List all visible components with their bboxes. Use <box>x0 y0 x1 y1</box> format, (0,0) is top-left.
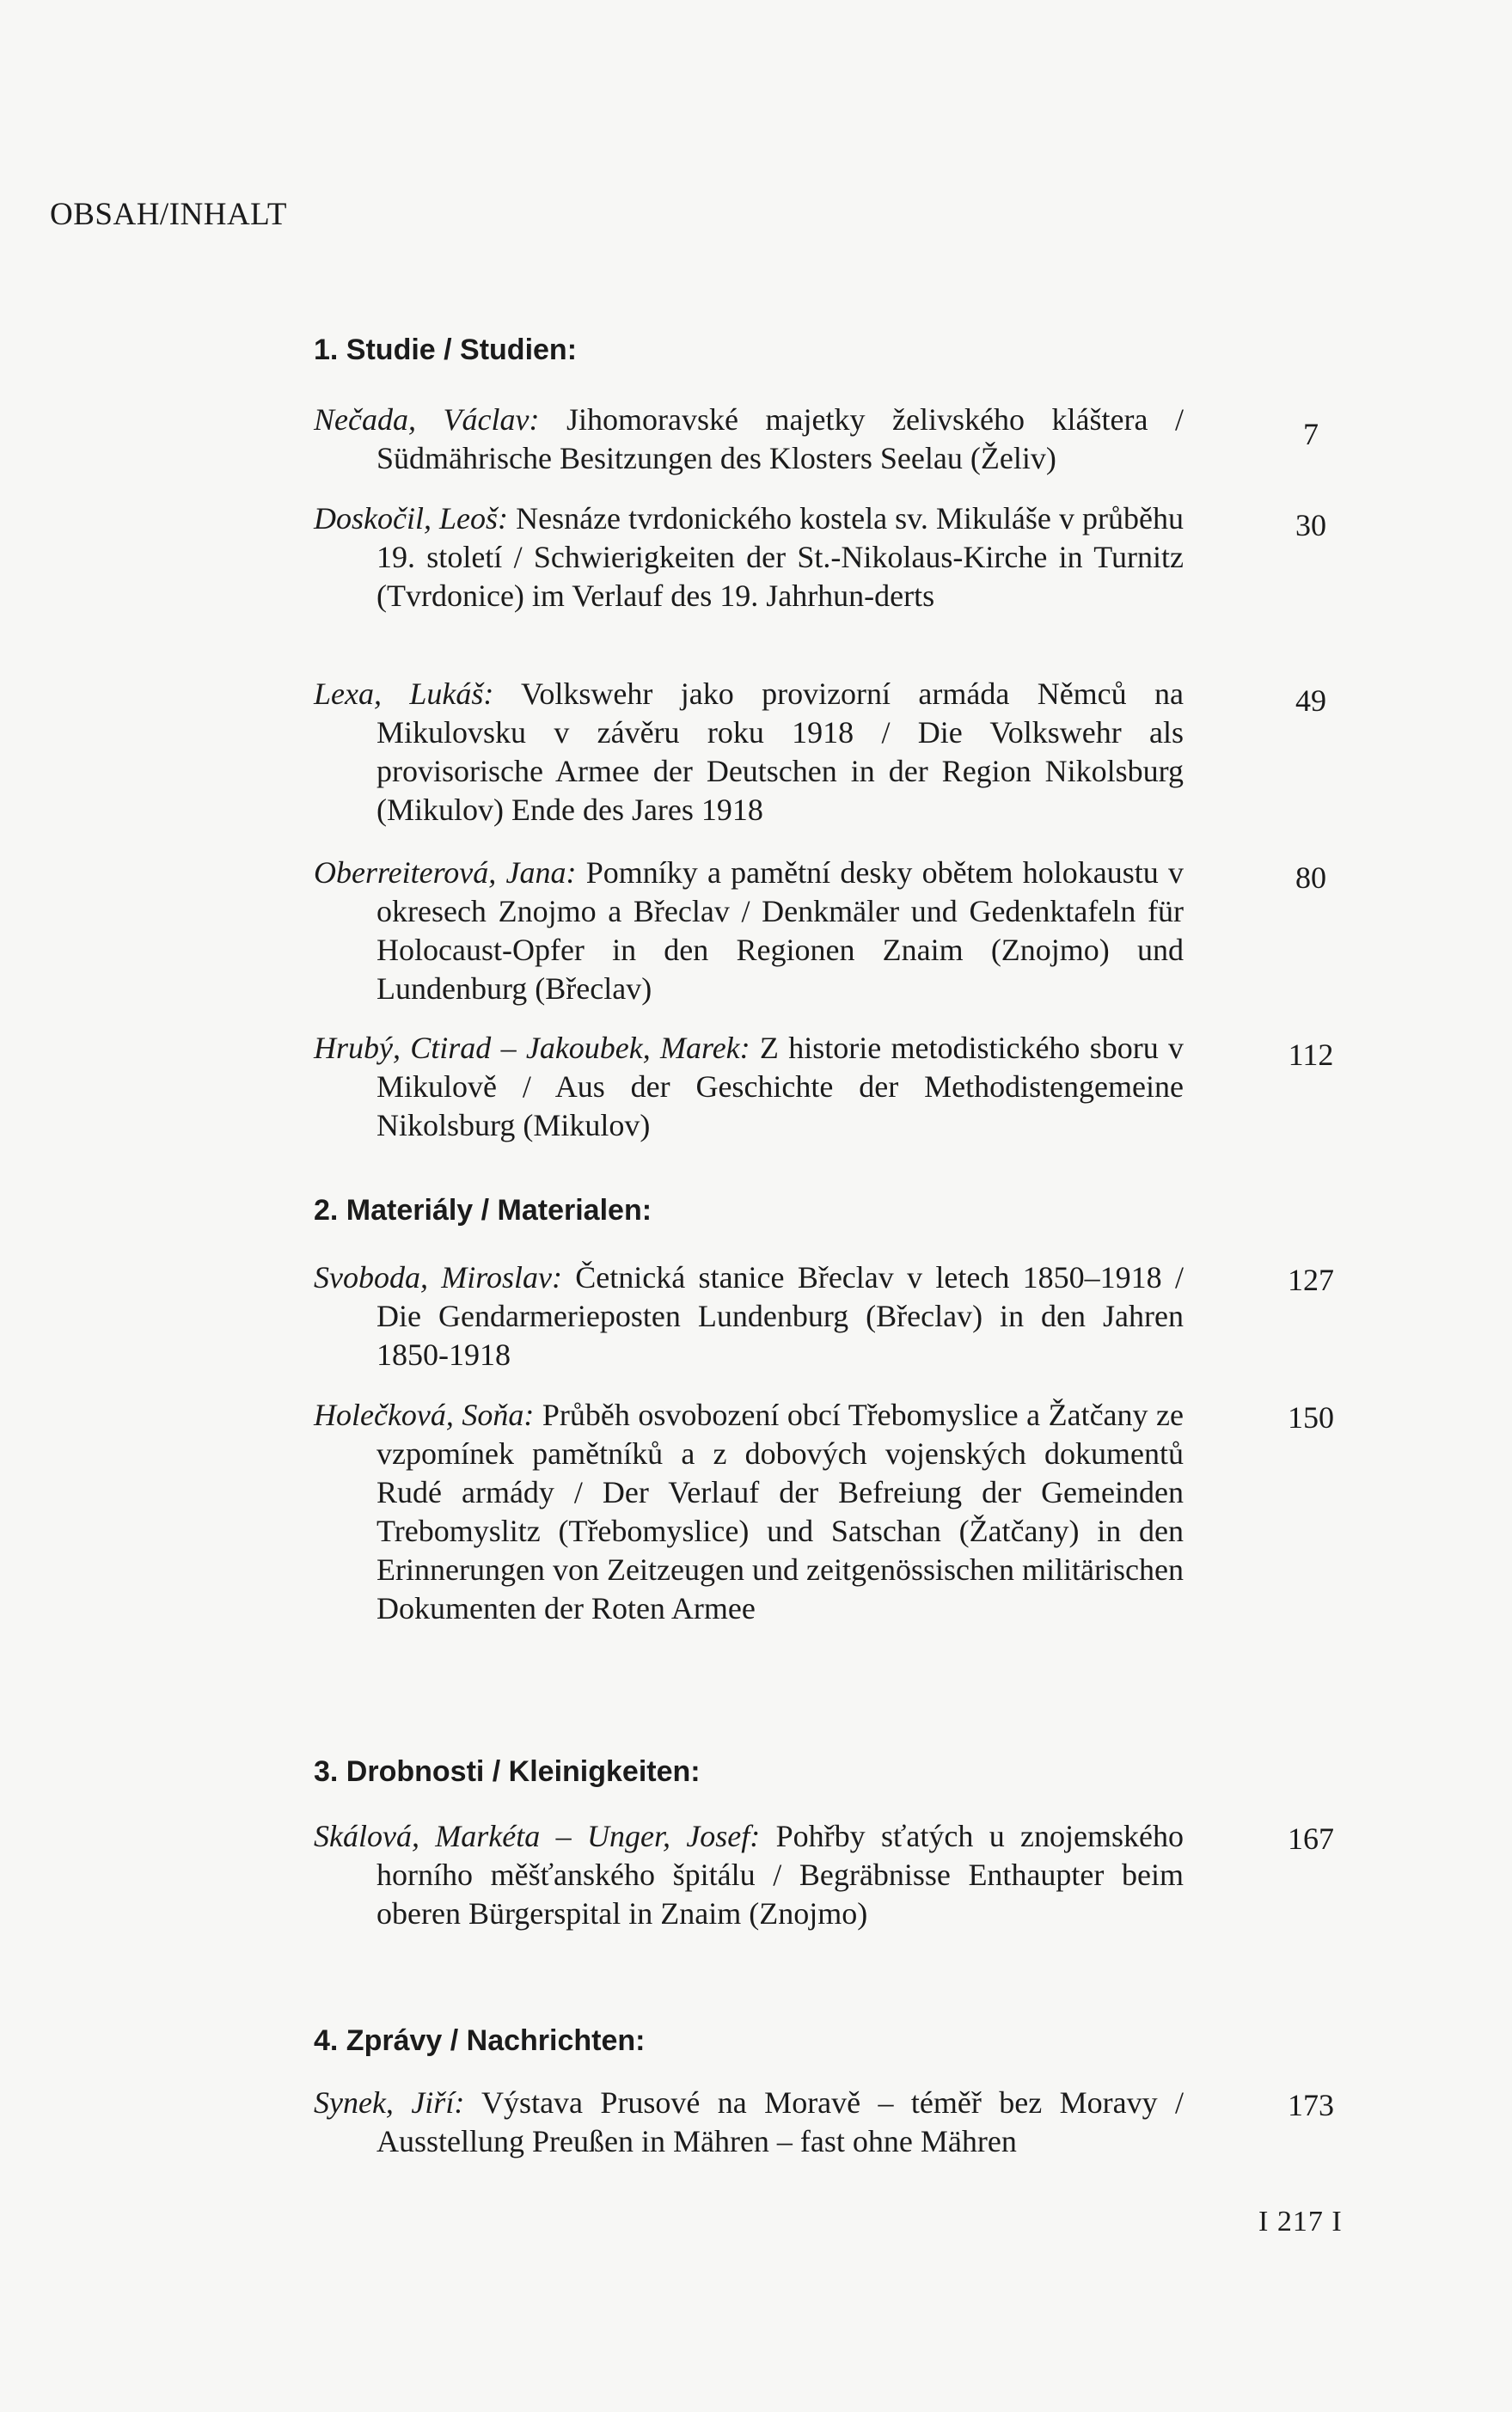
entry-author: Svoboda, Miroslav: <box>314 1260 562 1295</box>
page-folio: I 217 I <box>1258 2206 1343 2238</box>
entry-page-number: 49 <box>1295 683 1326 718</box>
section-heading-zpravy: 4. Zprávy / Nachrichten: <box>314 2024 646 2057</box>
section-heading-drobnosti: 3. Drobnosti / Kleinigkeiten: <box>314 1755 701 1788</box>
entry-text <box>314 499 1184 615</box>
page-header: OBSAH/INHALT <box>50 197 287 232</box>
toc-entry <box>314 1029 1184 1145</box>
entry-title: Pomníky a pamětní desky obětem holokaustu v okresech Znojmo a Břeclav / Denkmäler und Gedenktafeln für Holocaust-Opfer in den Regionen Znaim (Znojmo) und Lundenburg (Břeclav) <box>376 855 1184 1006</box>
entry-author: Synek, Jiří: <box>314 2085 465 2120</box>
entry-text <box>314 854 1184 1008</box>
entry-author: Hrubý, Ctirad – Jakoubek, Marek: <box>314 1031 750 1065</box>
entry-author: Oberreiterová, Jana: <box>314 855 577 890</box>
toc-entry <box>314 1396 1184 1628</box>
toc-entry <box>314 401 1184 478</box>
entry-author: Holečková, Soňa: <box>314 1398 535 1432</box>
toc-entry <box>314 499 1184 615</box>
entry-page-number: 30 <box>1295 508 1326 542</box>
entry-title: Z historie metodistického sboru v Mikulově / Aus der Geschichte der Methodistengemeine Nikolsburg (Mikulov) <box>376 1031 1184 1142</box>
section-heading-materialy: 2. Materiály / Materialen: <box>314 1194 652 1227</box>
entry-page-number: 150 <box>1288 1400 1334 1435</box>
entry-page-number: 7 <box>1303 417 1319 451</box>
entry-page-number: 127 <box>1288 1263 1334 1297</box>
entry-text <box>314 1817 1184 1933</box>
entry-title: Volkswehr jako provizorní armáda Němců na Mikulovsku v závěru roku 1918 / Die Volkswehr als provisorische Armee der Deutschen in der Region Nikolsburg (Mikulov) Ende des Jares 1918 <box>376 676 1184 827</box>
entry-title: Jihomoravské majetky želivského kláštera / Südmährische Besitzungen des Klosters Seelau (Želiv) <box>376 402 1184 475</box>
toc-entry <box>314 854 1184 1008</box>
entry-author: Doskočil, Leoš: <box>314 501 509 536</box>
entry-text <box>314 2084 1184 2161</box>
toc-entry <box>314 1258 1184 1374</box>
entry-text <box>314 1396 1184 1628</box>
section-heading-studie: 1. Studie / Studien: <box>314 334 578 366</box>
entry-text <box>314 675 1184 830</box>
entry-author: Skálová, Markéta – Unger, Josef: <box>314 1819 761 1853</box>
entry-page-number: 80 <box>1295 860 1326 895</box>
entry-author: Lexa, Lukáš: <box>314 676 494 711</box>
entry-title: Výstava Prusové na Moravě – téměř bez Moravy / Ausstellung Preußen in Mähren – fast ohne Mähren <box>376 2085 1184 2158</box>
entry-page-number: 167 <box>1288 1821 1334 1856</box>
entry-title: Nesnáze tvrdonického kostela sv. Mikuláše v průběhu 19. století / Schwierigkeiten der St.-Nikolaus-Kirche in Turnitz (Tvrdonice) im Verlauf des 19. Jahrhun-derts <box>376 501 1184 613</box>
toc-entry <box>314 2084 1184 2161</box>
entry-title: Pohřby sťatých u znojemského horního měšťanského špitálu / Begräbnisse Enthaupter beim oberen Bürgerspital in Znaim (Znojmo) <box>376 1819 1184 1931</box>
entry-text <box>314 1029 1184 1145</box>
entry-author: Nečada, Václav: <box>314 402 540 437</box>
entry-page-number: 112 <box>1288 1038 1334 1072</box>
entry-title: Průběh osvobození obcí Třebomyslice a Žatčany ze vzpomínek pamětníků a z dobových vojenských dokumentů Rudé armády / Der Verlauf der Befreiung der Gemeinden Trebomyslitz (Třebomyslice) und Satschan (Žatčany) in den Erinnerungen von Zeitzeugen und zeitgenössischen militärischen Dokumenten der Roten Armee <box>376 1398 1184 1625</box>
entry-text <box>314 1258 1184 1374</box>
toc-entry <box>314 1817 1184 1933</box>
entry-text <box>314 401 1184 478</box>
entry-title: Četnická stanice Břeclav v letech 1850–1918 / Die Gendarmerieposten Lundenburg (Břeclav) in den Jahren 1850-1918 <box>376 1260 1185 1372</box>
entry-page-number: 173 <box>1288 2088 1334 2122</box>
toc-entry <box>314 675 1184 830</box>
